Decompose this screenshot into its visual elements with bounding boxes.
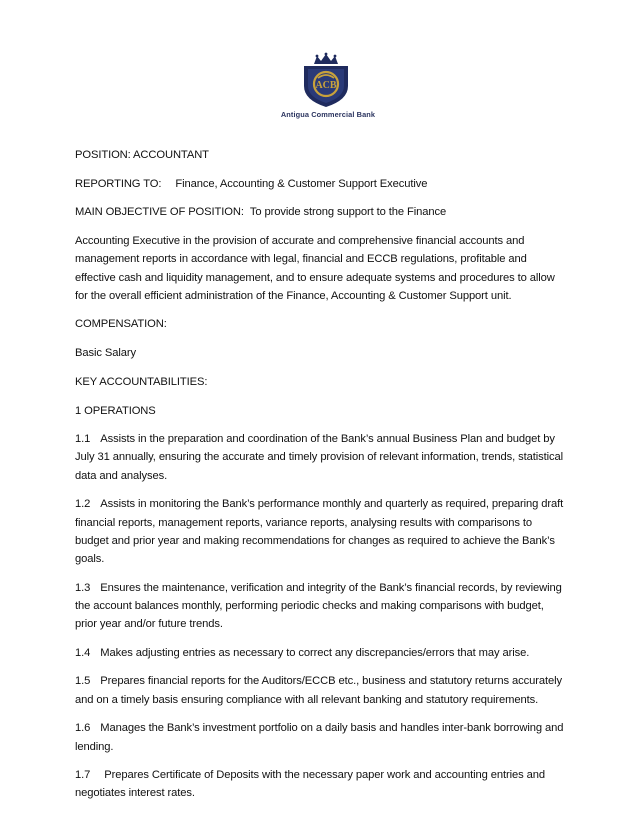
- main-objective-label: MAIN OBJECTIVE OF POSITION:: [75, 206, 244, 219]
- item-number: 1.7: [75, 769, 91, 782]
- list-item: [75, 766, 567, 802]
- reporting-value: Finance, Accounting & Customer Support Executive: [175, 177, 428, 190]
- key-accountabilities-heading: KEY ACCOUNTABILITIES:: [75, 375, 208, 388]
- item-text: Assists in the preparation and coordination of the Bank’s annual Business Plan and budget by July 31 annually, ensuring the accurate and timely provision of relevant information, trends, statistical data and analyses.: [75, 433, 564, 482]
- item-text: Ensures the maintenance, verification and integrity of the Bank’s financial records, by reviewing the account balances monthly, performing periodic checks and making comparisons with budget, prior year and/or future trends.: [75, 581, 562, 631]
- item-text: Prepares financial reports for the Auditors/ECCB etc., business and statutory returns accurately and on a timely basis ensuring compliance with all relevant banking and statutory requirements.: [75, 675, 563, 706]
- bank-name: Antigua Commercial Bank: [280, 110, 376, 119]
- list-item: [75, 579, 567, 634]
- item-number: 1.4: [75, 646, 91, 659]
- document-body: [75, 146, 567, 813]
- item-number: 1.6: [75, 722, 91, 735]
- reporting-line: [75, 175, 567, 193]
- main-objective: [75, 203, 567, 221]
- list-item: [75, 430, 567, 485]
- list-item: [75, 644, 567, 662]
- list-item: [75, 672, 567, 708]
- objective-paragraph: Accounting Executive in the provision of accurate and comprehensive financial accounts and management reports in accordance with legal, financial and ECCB regulations, profitable and effective cash and liquidity management, and to ensure adequate systems and procedures to allow for the overall efficient administration of the Finance, Accounting & Customer Support unit.: [75, 235, 555, 302]
- item-number: 1.5: [75, 675, 91, 688]
- section-heading: 1 OPERATIONS: [75, 404, 156, 417]
- compensation-item: Basic Salary: [75, 347, 136, 360]
- reporting-label: REPORTING TO:: [75, 177, 162, 190]
- item-number: 1.1: [75, 433, 91, 446]
- item-text: Assists in monitoring the Bank’s performance monthly and quarterly as required, preparing draft financial reports, management reports, variance reports, analysing results with comparisons to budget and prior year and making recommendations for changes as required to achieve the Bank’s goals.: [75, 498, 564, 565]
- bank-logo: [272, 40, 382, 122]
- svg-text:ACB: ACB: [315, 80, 337, 91]
- item-text: Prepares Certificate of Deposits with the necessary paper work and accounting entries and negotiates interest rates.: [75, 769, 545, 800]
- item-number: 1.3: [75, 581, 91, 594]
- item-text: Manages the Bank’s investment portfolio on a daily basis and handles inter-bank borrowing and lending.: [75, 722, 564, 753]
- item-number: 1.2: [75, 498, 91, 511]
- position-title: POSITION: ACCOUNTANT: [75, 149, 209, 161]
- list-item: [75, 719, 567, 755]
- compensation-heading: COMPENSATION:: [75, 318, 167, 331]
- list-item: [75, 495, 567, 568]
- item-text: Makes adjusting entries as necessary to correct any discrepancies/errors that may arise.: [100, 646, 530, 659]
- main-objective-value: To provide strong support to the Finance: [249, 206, 447, 219]
- bank-crest-icon: [298, 52, 354, 108]
